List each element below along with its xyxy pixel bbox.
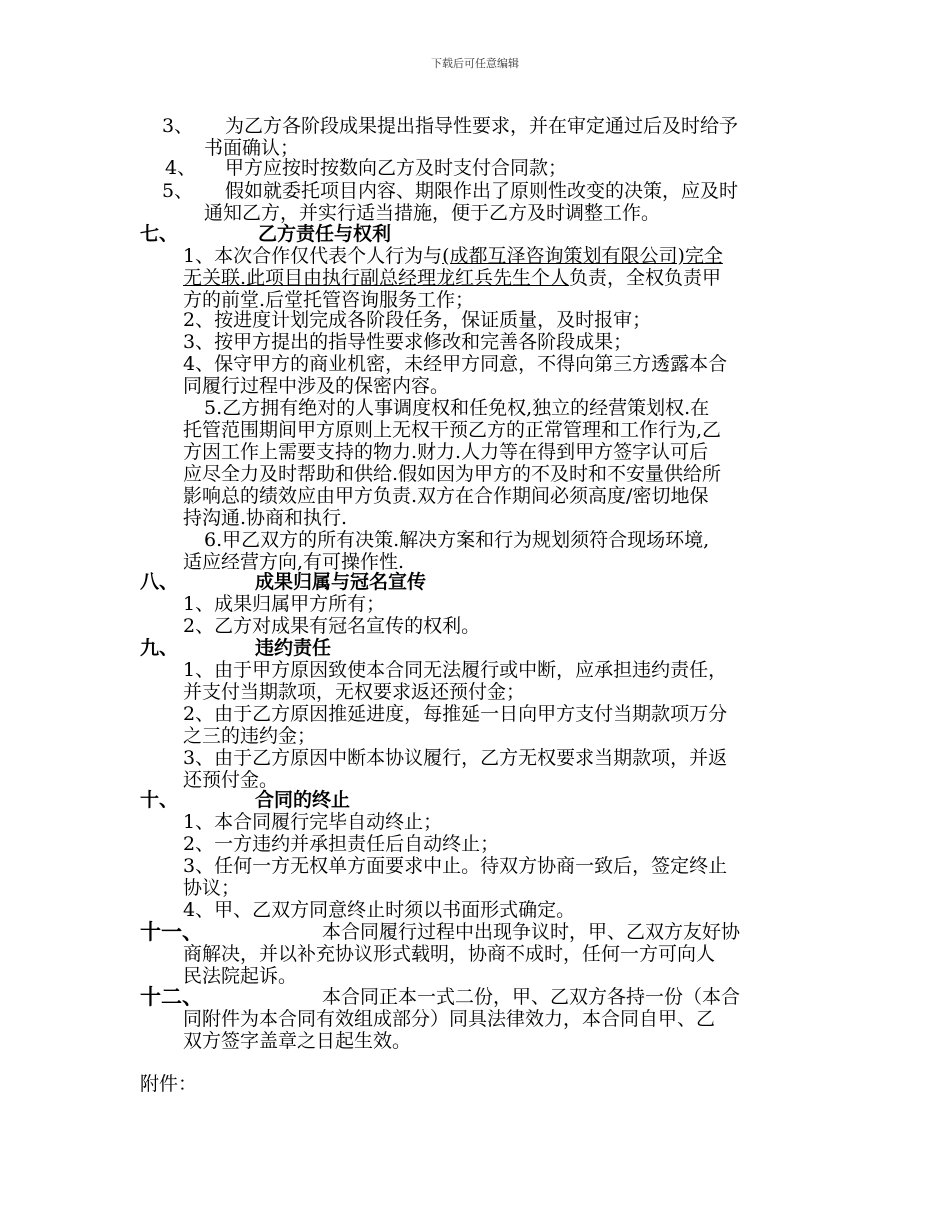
paragraph-line: 无关联.此项目由执行副总经理龙红兵先生个人负责，全权负责甲	[183, 267, 722, 289]
item-number: 4、	[165, 157, 197, 179]
item-text: 甲方应按时按数向乙方及时支付合同款；	[225, 157, 568, 179]
paragraph-line: 4、甲、乙双方同意终止时须以书面形式确定。	[183, 899, 576, 921]
section-title: 合同的终止	[255, 789, 351, 811]
paragraph-line: 本合同履行过程中出现争议时，甲、乙双方友好协	[322, 921, 741, 943]
section-title: 乙方责任与权利	[258, 223, 392, 245]
paragraph-line: 2、由于乙方原因推延进度，每推延一日向甲方支付当期款项万分	[183, 703, 728, 725]
page-header: 下载后可任意编辑	[431, 57, 519, 70]
underlined-text: (成都互泽咨询策划有限公司)完全	[442, 245, 723, 267]
item-text: 假如就委托项目内容、期限作出了原则性改变的决策，应及时	[225, 180, 739, 202]
paragraph-line: 1、本合同履行完毕自动终止；	[183, 811, 443, 833]
paragraph-line: 同履行过程中涉及的保密内容。	[183, 375, 450, 397]
paragraph-line: 2、按进度计划完成各阶段任务，保证质量，及时报审；	[183, 309, 652, 331]
paragraph-line: 6.甲乙双方的所有决策.解决方案和行为规划须符合现场环境,	[204, 529, 710, 551]
paragraph-line: 1、由于甲方原因致使本合同无法履行或中断，应承担违约责任，	[183, 659, 728, 681]
paragraph-line: 本合同正本一式二份，甲、乙双方各持一份（本合	[322, 986, 741, 1008]
paragraph-line: 托管范围期间甲方原则上无权干预乙方的正常管理和工作行为,乙	[183, 419, 722, 441]
paragraph-line: 3、由于乙方原因中断本协议履行，乙方无权要求当期款项，并返	[183, 747, 728, 769]
item-number: 5、	[162, 180, 194, 202]
section-number: 十、	[140, 789, 179, 811]
paragraph-line: 4、保守甲方的商业机密，未经甲方同意，不得向第三方透露本合	[183, 353, 728, 375]
paragraph-line: 同附件为本合同有效组成部分）同具法律效力，本合同自甲、乙	[183, 1008, 716, 1030]
item-text: 通知乙方，并实行适当措施，便于乙方及时调整工作。	[204, 202, 661, 224]
paragraph-line: 商解决，并以补充协议形式载明，协商不成时，任何一方可向人	[183, 943, 716, 965]
paragraph-line: 2、一方违约并承担责任后自动终止；	[183, 833, 500, 855]
section-title: 违约责任	[255, 637, 332, 659]
paragraph-line: 2、乙方对成果有冠名宣传的权利。	[183, 615, 481, 637]
paragraph-line: 1、本次合作仅代表个人行为与(成都互泽咨询策划有限公司)完全	[183, 245, 723, 267]
underlined-text: 无关联.此项目由执行副总经理龙红兵先生个人	[183, 267, 570, 289]
paragraph-line: 3、任何一方无权单方面要求中止。待双方协商一致后，签定终止	[183, 855, 728, 877]
section-number: 十一、	[140, 919, 203, 944]
attachment-label: 附件：	[140, 1073, 198, 1095]
item-text: 书面确认；	[204, 137, 300, 159]
paragraph-line: 持沟通.协商和执行.	[183, 507, 348, 529]
item-text: 为乙方各阶段成果提出指导性要求，并在审定通过后及时给予	[225, 115, 739, 137]
paragraph-line: 民法院起诉。	[183, 965, 298, 987]
section-title: 成果归属与冠名宣传	[255, 571, 427, 593]
paragraph-line: 之三的违约金；	[183, 725, 317, 747]
paragraph-line: 应尽全力及时帮助和供给.假如因为甲方的不及时和不安量供给所	[183, 463, 722, 485]
item-number: 3、	[162, 115, 194, 137]
paragraph-line: 并支付当期款项，无权要求返还预付金；	[183, 681, 526, 703]
paragraph-line: 方因工作上需要支持的物力.财力.人力等在得到甲方签字认可后	[183, 441, 709, 463]
section-number: 十二、	[140, 984, 203, 1009]
paragraph-line: 方的前堂.后堂托管咨询服务工作；	[183, 289, 475, 311]
paragraph-line: 1、成果归属甲方所有；	[183, 593, 386, 615]
paragraph-line: 协议；	[183, 877, 241, 899]
paragraph-line: 影响总的绩效应由甲方负责.双方在合作期间必须高度/密切地保	[183, 485, 709, 507]
paragraph-line: 适应经营方向,有可操作性.	[183, 551, 405, 573]
section-number: 八、	[140, 571, 179, 593]
paragraph-line: 5.乙方拥有绝对的人事调度权和任免权,独立的经营策划权.在	[204, 397, 710, 419]
section-number: 七、	[140, 223, 179, 245]
paragraph-line: 3、按甲方提出的指导性要求修改和完善各阶段成果；	[183, 331, 633, 353]
paragraph-line: 还预付金。	[183, 769, 279, 791]
paragraph-line: 双方签字盖章之日起生效。	[183, 1030, 412, 1052]
section-number: 九、	[140, 637, 179, 659]
